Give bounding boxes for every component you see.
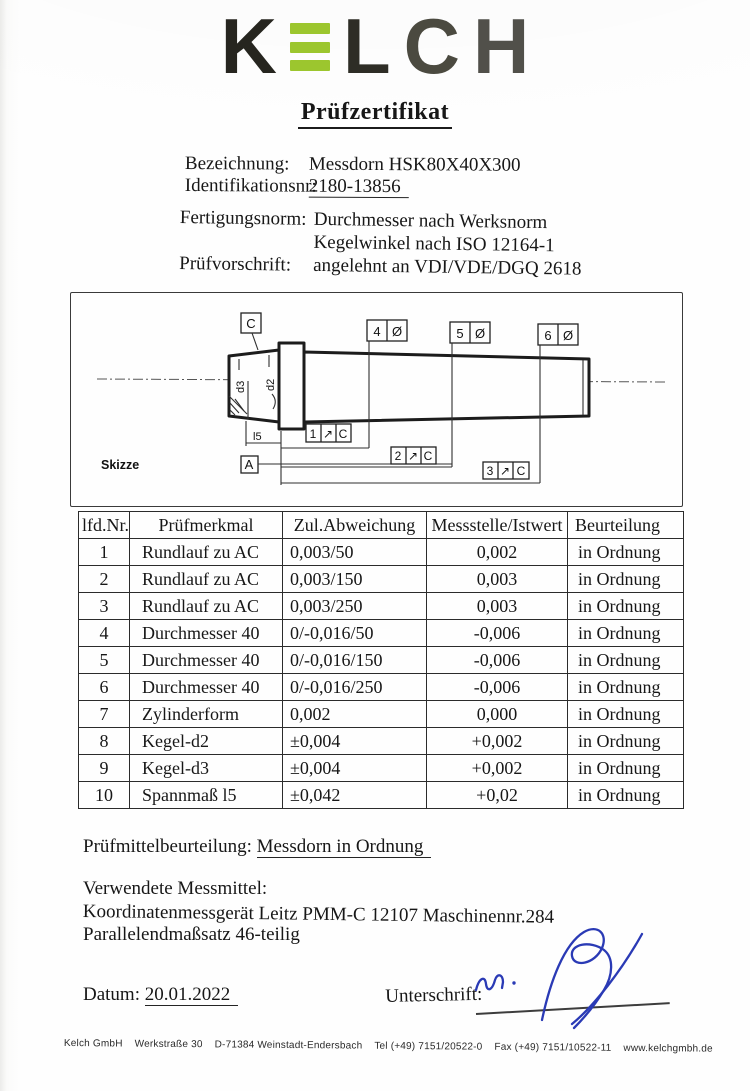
signature-label: Unterschrift: [385,983,483,1007]
col-header: Prüfmerkmal [130,512,283,539]
identnr-value: 2180-13856 [309,176,521,198]
diameter-symbol: Ø [562,328,574,343]
table-row: 5 Durchmesser 40 0/-0,016/150 -0,006 in Ordnung [79,647,684,674]
footer-city: D-71384 Weinstadt-Endersbach [214,1039,363,1052]
pruefvorschrift-value: angelehnt an VDI/VDE/DGQ 2618 [313,254,582,280]
logo-letter-c: C [403,2,460,90]
title-wrap [0,99,750,129]
table-row: 4 Durchmesser 40 0/-0,016/50 -0,006 in Ordnung [79,620,684,647]
table-header-row [79,512,684,539]
shaft [304,352,589,422]
flange [279,343,304,429]
logo-letter-l: L [343,2,391,90]
assessment-label: Prüfmittelbeurteilung: [83,836,252,857]
col-header: lfd.Nr. [79,512,130,539]
datum-a-label: A [244,457,254,472]
svg-text:l5: l5 [253,431,262,443]
table-row: 1 Rundlauf zu AC 0,003/50 0,002 in Ordnung [79,539,684,566]
svg-text:1: 1 [309,427,317,441]
inspection-table [78,511,684,809]
fertigungsnorm-label: Fertigungsnorm: [179,207,307,230]
svg-text:4: 4 [373,324,381,339]
runout-icon: ↗ [407,449,419,463]
handwritten-signature [462,920,674,1036]
date-value: 20.01.2022 [145,984,239,1006]
norm-fields [179,207,582,281]
svg-text:C: C [338,427,348,441]
logo-e-bars-icon [290,23,330,71]
datum-c [241,313,261,350]
footer-web: www.kelchgmbh.de [623,1042,713,1055]
footer-company: Kelch GmbH [63,1038,123,1050]
footer [64,1038,724,1055]
table-row: 9 Kegel-d3 ±0,004 +0,002 in Ordnung [79,755,684,782]
equipment-line-1: Koordinatenmessgerät Leitz PMM-C 12107 Maschinennr.284 [82,900,555,928]
equipment-line-2: Parallelendmaßsatz 46-teilig [83,924,300,945]
logo-letter-k: K [220,2,277,90]
footer-fax: Fax (+49) 7151/10522-11 [494,1041,612,1054]
page-title: Prüfzertifikat [298,99,452,129]
table-row: 10 Spannmaß l5 ±0,042 +0,02 in Ordnung [79,782,684,809]
col-header: Messstelle/Istwert [427,512,568,539]
equipment-title: Verwendete Messmittel: [83,878,268,899]
bezeichnung-label: Bezeichnung: [184,153,290,175]
header-fields [185,153,521,198]
col-header: Zul.Abweichung [283,512,427,539]
dim-l5 [246,421,281,485]
svg-text:2: 2 [394,449,402,463]
dim-d3: d3 [235,380,247,393]
identnr-label: Identifikationsnr: [184,174,317,197]
svg-text:6: 6 [544,328,552,343]
svg-text:5: 5 [456,326,464,341]
dim-d2: d2 [265,378,277,391]
assessment-value: Messdorn in Ordnung [257,836,432,858]
kelch-logo [0,2,750,90]
table-row: 6 Durchmesser 40 0/-0,016/250 -0,006 in Ordnung [79,674,684,701]
date-line [83,984,238,1006]
assessment-line [83,836,431,858]
table-row: 7 Zylinderform 0,002 0,000 in Ordnung [79,701,684,728]
runout-icon: ↗ [322,427,334,441]
date-label: Datum: [83,984,140,1005]
diameter-symbol: Ø [474,326,486,341]
table-row: 3 Rundlauf zu AC 0,003/250 0,003 in Ordnung [79,593,684,620]
table-row: 8 Kegel-d2 ±0,004 +0,002 in Ordnung [79,728,684,755]
mandrel-drawing [71,293,682,506]
datum-c-label: C [246,316,256,331]
runout-icon: ↗ [499,464,511,478]
svg-text:C: C [516,464,526,478]
runout-frame-3 [281,462,540,483]
col-header: Beurteilung [568,512,684,539]
footer-tel: Tel (+49) 7151/20522-0 [374,1040,483,1053]
svg-text:C: C [423,449,433,463]
bezeichnung-value: Messdorn HSK80X40X300 [308,153,521,176]
footer-street: Werkstraße 30 [134,1038,203,1051]
table-row: 2 Rundlauf zu AC 0,003/150 0,003 in Ordnung [79,566,684,593]
svg-text:3: 3 [486,464,494,478]
pruefvorschrift-label: Prüfvorschrift: [179,252,292,276]
logo-letter-h: H [473,2,530,90]
fertigungsnorm-value-1: Durchmesser nach Werksnorm [313,208,548,234]
fertigungsnorm-value-2: Kegelwinkel nach ISO 12164-1 [313,231,555,257]
sketch-label: Skizze [101,458,140,472]
diameter-symbol: Ø [391,324,403,339]
sketch-box [70,292,683,507]
